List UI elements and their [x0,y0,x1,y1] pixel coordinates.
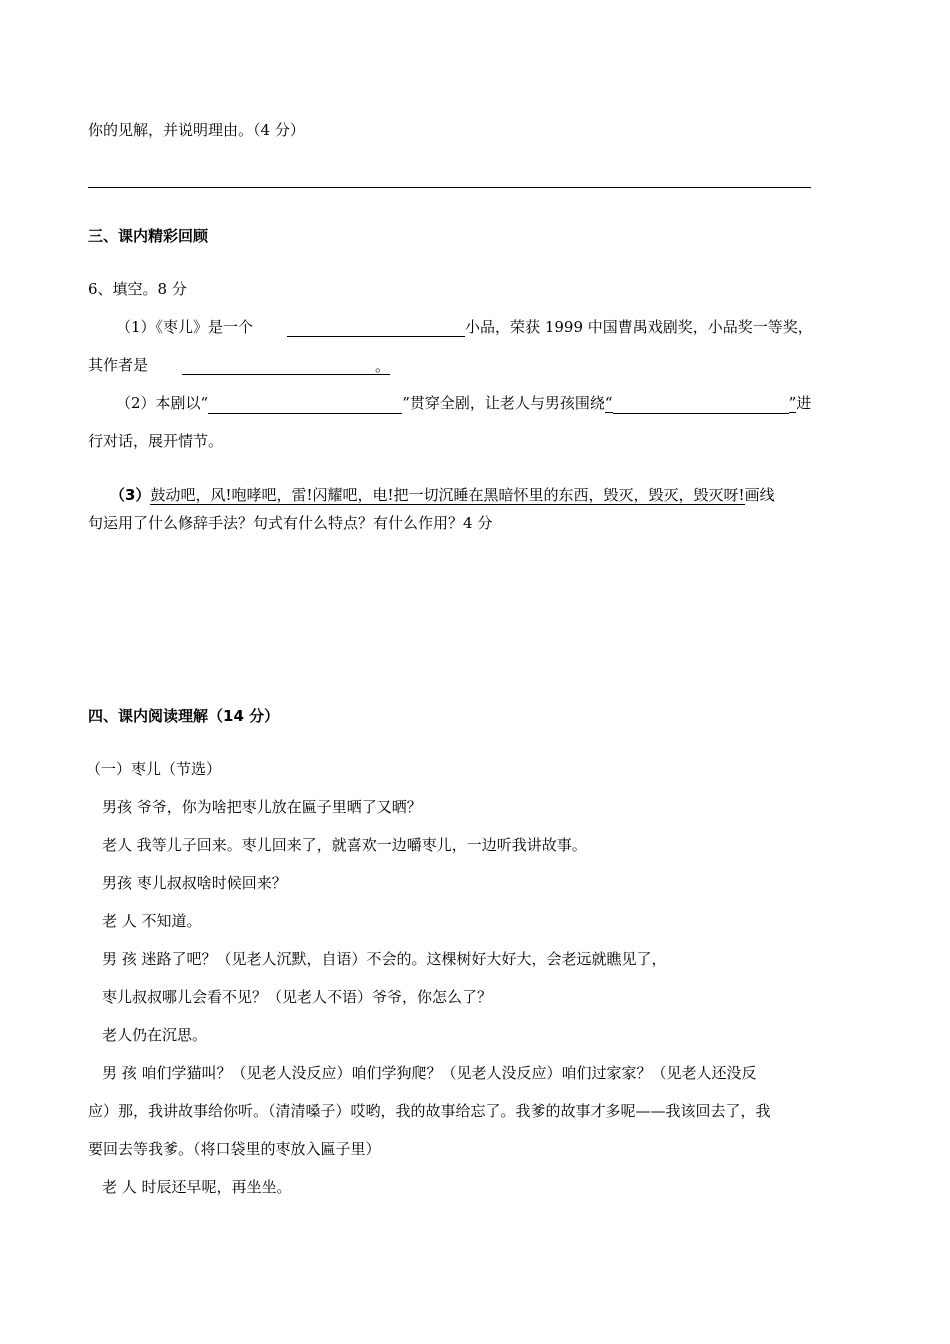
question-6-1-line2 [88,355,390,375]
dialogue-line: 老人 我等儿子回来。枣儿回来了，就喜欢一边嚼枣儿，一边听我讲故事。 [102,836,587,854]
q3-label: （3） [110,486,151,504]
q2-middle: ”贯穿全剧，让老人与男孩围绕 [402,394,605,412]
dialogue-line: 男孩 枣儿叔叔啥时候回来？ [102,874,287,892]
q2-close-quote: ” [788,394,797,412]
dialogue-line: 老 人 不知道。 [102,912,202,930]
dialogue-line: 应）那，我讲故事给你听。（清清嗓子）哎哟，我的故事给忘了。我爹的故事才多呢——我该回去了，我 [88,1102,771,1120]
dialogue-line: 男孩 爷爷，你为啥把枣儿放在匾子里晒了又晒？ [102,798,422,816]
dialogue-line: 男 孩 咱们学猫叫？（见老人没反应）咱们学狗爬？（见老人没反应）咱们过家家？（见老人还没反 [102,1064,757,1082]
stage-direction: 老人仍在沉思。 [102,1026,208,1044]
passage-title: （一）枣儿（节选） [86,760,222,778]
q1-period: 。 [375,357,391,375]
question-6-1-line1 [116,317,813,337]
q3-tail: 画线 [744,486,775,504]
dialogue-line: 要回去等我爹。（将口袋里的枣放入匾子里） [88,1140,381,1158]
fill-blank-topic[interactable] [613,395,789,414]
q2-end: 进 [796,394,812,412]
dialogue-line: 老 人 时辰还早呢，再坐坐。 [102,1178,292,1196]
question-6-3-line1 [110,485,775,505]
previous-question-tail: 你的见解，并说明理由。（4 分） [88,121,305,139]
question-6-2-line1 [116,393,811,414]
fill-blank-genre[interactable] [287,318,465,337]
section-3-heading: 三、课内精彩回顾 [88,227,209,245]
q3-underlined-quote: 鼓动吧，风!咆哮吧，雷!闪耀吧，电!把一切沉睡在黑暗怀里的东西，毁灭，毁灭，毁灭呀! [150,486,745,504]
fill-blank-author[interactable] [182,356,390,375]
dialogue-line: 男 孩 迷路了吧？（见老人沉默，自语）不会的。这棵树好大好大，会老远就瞧见了， [102,950,667,968]
section-4-heading: 四、课内阅读理解（14 分） [88,707,280,725]
dialogue-line: 枣儿叔叔哪儿会看不见？（见老人不语）爷爷，你怎么了？ [102,988,493,1006]
answer-line [88,187,811,188]
q1-author-prefix: 其作者是 [88,356,149,374]
question-6-3-line2: 句运用了什么修辞手法？句式有什么特点？有什么作用？4 分 [88,514,493,532]
q1-suffix: 小品，荣获 1999 中国曹禺戏剧奖，小品奖一等奖， [465,318,813,336]
q2-prefix: （2）本剧以“ [116,394,209,412]
question-6-title: 6、填空。8 分 [88,280,187,298]
fill-blank-thread[interactable] [208,395,402,414]
question-6-2-line2: 行对话，展开情节。 [88,432,224,450]
q2-open-quote: “ [604,394,613,412]
q1-prefix: （1）《枣儿》是一个 [116,318,254,336]
